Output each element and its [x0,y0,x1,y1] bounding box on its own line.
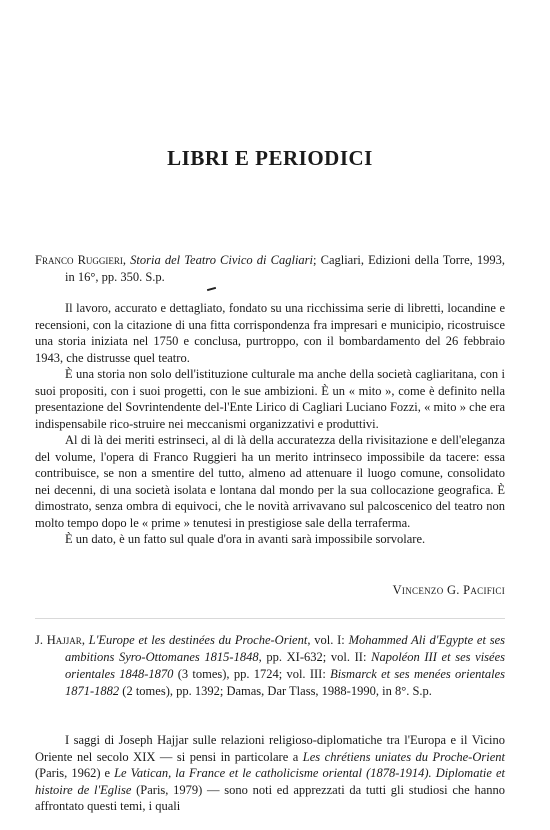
review2-citation-segment: Bismarck et ses menées orientales 1871-1882 [65,667,505,698]
review1-author: Franco Ruggieri [35,253,123,267]
review2-citation [35,632,505,700]
review1-body [35,300,505,548]
review2-paragraph-segment: (Paris, 1979) — sono noti ed apprezzati da tutti gli studiosi che hanno affrontato questi temi, i quali [35,782,505,813]
review2-paragraph-segment: (Paris, 1962) e [35,766,115,780]
review1-paragraph: È una storia non solo dell'istituzione culturale ma anche della società cagliaritana, con i suoi propositi, con i suoi progetti, con le sue ambizioni. È un « mito », come è definito nella presentazione del Sovrintendente del-l'Ente Lirico di Cagliari Luciano Fozzi, « mito » che era indispensabile rico-struire nei meccanismi organizzativi e produttivi. [35,367,505,431]
review2-paragraph-segment: Le Vatican, la France et le catholicisme oriental (1878-1914). Diplomatie et histoire de l'Eglise [35,766,505,797]
review1-signature: Vincenzo G. Pacifici [392,583,505,597]
review1-paragraph: È un dato, è un fatto sul quale d'ora in avanti sarà impossibile sorvolare. [65,532,426,546]
page [35,0,505,830]
review1-citation [35,252,505,286]
page-title: LIBRI E PERIODICI [167,146,373,170]
review2-body [35,732,505,815]
section-divider [35,618,505,619]
review2-citation-segment: Mohammed Ali d'Egypte et ses ambitions Syro-Ottomanes 1815-1848 [65,633,506,664]
review2-citation-segment: , vol. I: [307,633,349,647]
review1-comma: , [122,253,131,267]
review2-author: J. Hajjar [35,633,82,647]
review2-paragraph-segment: Les chrétiens uniates du Proche-Orient [302,749,505,764]
review2-citation-segment: L'Europe et les destinées du Proche-Orient [88,633,308,647]
review1-publication: ; Cagliari, Edizioni della Torre, 1993, in 16°, pp. 350. S.p. [65,253,506,284]
review1-book-title: Storia del Teatro Civico di Cagliari [130,253,314,267]
ink-mark [207,287,216,291]
review2-citation-segment: , [81,633,89,647]
review2-citation-segment: , pp. XI-632; vol. II: [258,650,372,664]
review1-paragraph: Il lavoro, accurato e dettagliato, fondato su una ricchissima serie di libretti, locandine e recensioni, con la citazione di una fitta corrispondenza fra impresari e municipio, ricostruisce una storia iniziata nel 1750 e conclusa, purtroppo, con il bombardamento del 26 febbraio 1943, che distrusse quel teatro. [35,301,505,365]
review2-paragraph [35,732,505,815]
review2-citation-segment: (2 tomes), pp. 1392; Damas, Dar Tlass, 1988-1990, in 8°. S.p. [119,684,432,698]
review2-citation-text [65,633,505,698]
review1-paragraph: Al di là dei meriti estrinseci, al di là della accuratezza della rivisitazione e dell'eleganza del volume, l'opera di Franco Ruggieri ha un merito intrinseco impossibile da tacere: essa contribuisce, se non a smentire del tutto, almeno ad attenuare il luogo comune, consolidato nei decenni, di una società isolata e lontana dal mondo per la sua collocazione geografica. È dimostrato, senza ombra di equivoci, che le novità arrivavano sul palcoscenico del teatro non molto tempo dopo le « prime » tenutesi in prestigiose sale della terraferma. [35,433,505,530]
review2-citation-segment: Napoléon III et ses visées orientales 1848-1870 [65,650,505,681]
review2-citation-segment: (3 tomes), pp. 1724; vol. III: [173,667,331,681]
review2-paragraph-segment: I saggi di Joseph Hajjar sulle relazioni religioso-diplomatiche tra l'Europa e il Vicino Oriente nel secolo XIX — si pensi in particolare a [35,733,505,764]
